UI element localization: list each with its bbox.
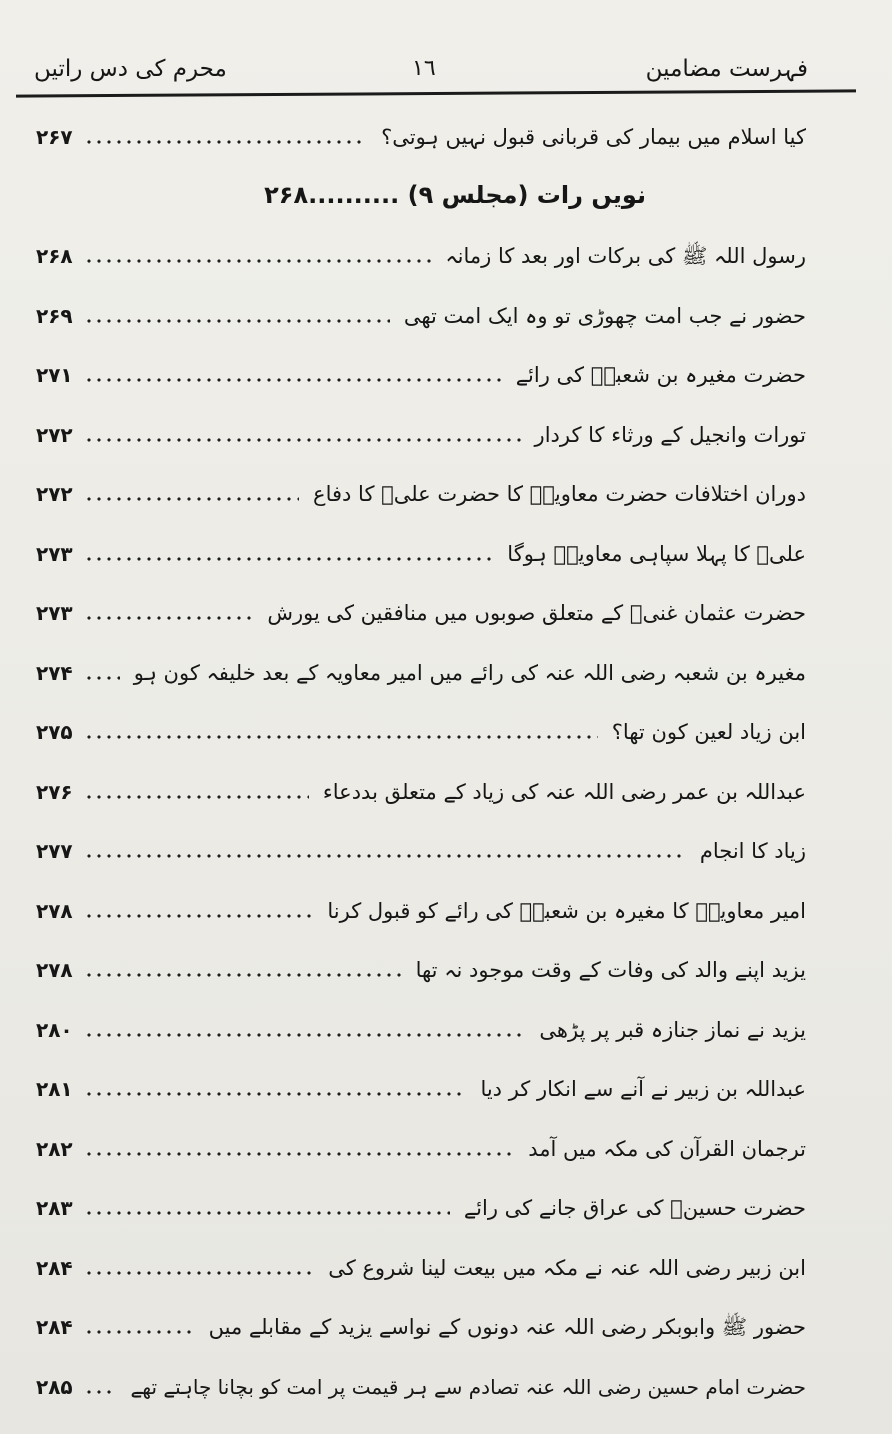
toc-entry-page: ۲۷۶ xyxy=(36,779,73,804)
page-header xyxy=(0,0,892,100)
toc-entry xyxy=(36,527,806,587)
leader-dots xyxy=(84,1211,450,1215)
page-number: ١٦ xyxy=(412,56,436,81)
leader-dots xyxy=(84,914,313,918)
leader-dots xyxy=(84,616,253,620)
toc-entry-page: ۲۶۹ xyxy=(36,303,73,328)
toc-entry-title: ابن زبیر رضی اللہ عنہ نے مکہ میں بیعت لینا شروع کی xyxy=(328,1255,806,1280)
section-heading-row xyxy=(36,170,806,230)
toc-entry xyxy=(36,646,806,706)
toc-entry-title: علیؓ کا پہلا سپاہی معاویہؓ ہوگا xyxy=(507,541,806,566)
toc-entry xyxy=(36,1181,806,1241)
section-heading: نویں رات (مجلس ۹) ..........۲۶۸ xyxy=(264,180,646,209)
leader-dots xyxy=(84,497,299,501)
leader-dots xyxy=(84,1390,117,1394)
toc-entry-page: ۲۷۵ xyxy=(36,720,73,744)
toc-entry-page: ۲۷۳ xyxy=(36,601,73,625)
leader-dots xyxy=(84,438,521,442)
leader-dots xyxy=(84,854,686,858)
leader-dots xyxy=(84,1033,525,1037)
section-title: فہرست مضامین xyxy=(645,56,808,82)
toc-entry-page: ۲۷۸ xyxy=(36,898,73,923)
toc-entry-title: ترجمان القرآن کی مکہ میں آمد xyxy=(528,1136,806,1161)
toc-entry-title: رسول اللہ ﷺ کی برکات اور بعد کا زمانہ xyxy=(445,244,806,268)
table-of-contents xyxy=(36,110,806,1419)
leader-dots xyxy=(84,735,598,739)
toc-entry-page: ۲۸۰ xyxy=(36,1017,73,1042)
toc-entry-title: کیا اسلام میں بیمار کی قربانی قبول نہیں ہوتی؟ xyxy=(381,125,806,149)
toc-entry xyxy=(36,586,806,646)
toc-entry xyxy=(36,1241,806,1301)
toc-entry-page: ۲۷۳ xyxy=(36,541,73,566)
toc-entry-page: ۲۷۴ xyxy=(36,660,73,685)
toc-entry-title: عبداللہ بن عمر رضی اللہ عنہ کی زیاد کے متعلق بددعاء xyxy=(322,779,806,804)
leader-dots xyxy=(84,557,493,561)
toc-entry-title: حضرت مغیرہ بن شعبہؓ کی رائے xyxy=(515,363,806,387)
leader-dots xyxy=(84,378,502,382)
toc-entry xyxy=(36,884,806,944)
toc-entry-page: ۲۸۲ xyxy=(36,1136,73,1161)
toc-entry-title: عبداللہ بن زبیر نے آنے سے انکار کر دیا xyxy=(480,1077,806,1101)
toc-entry-page: ۲۸۴ xyxy=(36,1255,73,1280)
leader-dots xyxy=(84,795,309,799)
toc-entry-page: ۲۶۷ xyxy=(36,125,73,149)
toc-entry-title: تورات وانجیل کے ورثاء کا کردار xyxy=(534,422,806,447)
toc-entry-title: حضرت امام حسین رضی اللہ عنہ تصادم سے ہر قیمت پر امت کو بچانا چاہتے تھے xyxy=(130,1374,806,1399)
toc-entry xyxy=(36,1360,806,1420)
toc-entry xyxy=(36,1003,806,1063)
leader-dots xyxy=(84,1271,314,1275)
toc-entry xyxy=(36,348,806,408)
toc-entry-title: ابن زیاد لعین کون تھا؟ xyxy=(611,720,806,744)
toc-entry-page: ۲۸۳ xyxy=(36,1196,73,1220)
toc-entry xyxy=(36,289,806,349)
toc-entry xyxy=(36,824,806,884)
toc-entry-page: ۲۷۸ xyxy=(36,958,73,982)
toc-entry-title: حضور نے جب امت چھوڑی تو وہ ایک امت تھی xyxy=(403,303,806,328)
toc-entry xyxy=(36,408,806,468)
toc-entry xyxy=(36,467,806,527)
leader-dots xyxy=(84,319,390,323)
leader-dots xyxy=(84,973,402,977)
toc-entry-title: مغیرہ بن شعبہ رضی اللہ عنہ کی رائے میں امیر معاویہ کے بعد خلیفہ کون ہو xyxy=(133,660,806,685)
toc-entry xyxy=(36,1300,806,1360)
leader-dots xyxy=(84,259,431,263)
toc-entry xyxy=(36,229,806,289)
toc-entry xyxy=(36,705,806,765)
toc-entry xyxy=(36,110,806,170)
toc-entry-title: دوران اختلافات حضرت معاویہؓ کا حضرت علیؓ کا دفاع xyxy=(313,482,806,506)
leader-dots xyxy=(84,140,367,144)
book-title: محرم کی دس راتیں xyxy=(34,56,227,82)
toc-entry-title: حضرت حسینؓ کی عراق جانے کی رائے xyxy=(463,1196,806,1220)
toc-entry-title: حضرت عثمان غنیؓ کے متعلق صوبوں میں منافقین کی یورش xyxy=(267,601,806,625)
leader-dots xyxy=(84,1152,514,1156)
toc-entry xyxy=(36,943,806,1003)
leader-dots xyxy=(84,676,120,680)
toc-entry-title: یزید نے نماز جنازہ قبر پر پڑھی xyxy=(539,1017,806,1042)
header-rule xyxy=(16,89,856,97)
toc-entry-page: ۲۷۱ xyxy=(36,363,73,387)
toc-entry-page: ۲۶۸ xyxy=(36,244,73,268)
toc-entry-page: ۲۸۵ xyxy=(36,1374,73,1399)
toc-entry-page: ۲۷۷ xyxy=(36,839,73,863)
leader-dots xyxy=(84,1330,195,1334)
toc-entry xyxy=(36,1122,806,1182)
toc-entry-page: ۲۷۲ xyxy=(36,482,73,506)
toc-entry-page: ۲۸۱ xyxy=(36,1077,73,1101)
toc-entry-title: حضور ﷺ وابوبکر رضی اللہ عنہ دونوں کے نواسے یزید کے مقابلے میں xyxy=(208,1315,806,1339)
toc-entry-title: زیاد کا انجام xyxy=(699,839,806,863)
toc-entry-page: ۲۷۲ xyxy=(36,422,73,447)
toc-entry xyxy=(36,1062,806,1122)
toc-entry-page: ۲۸۴ xyxy=(36,1315,73,1339)
toc-entry-title: امیر معاویہؓ کا مغیرہ بن شعبہؓ کی رائے کو قبول کرنا xyxy=(327,898,806,923)
leader-dots xyxy=(84,1092,466,1096)
toc-entry xyxy=(36,765,806,825)
toc-entry-title: یزید اپنے والد کی وفات کے وقت موجود نہ تھا xyxy=(415,958,806,982)
